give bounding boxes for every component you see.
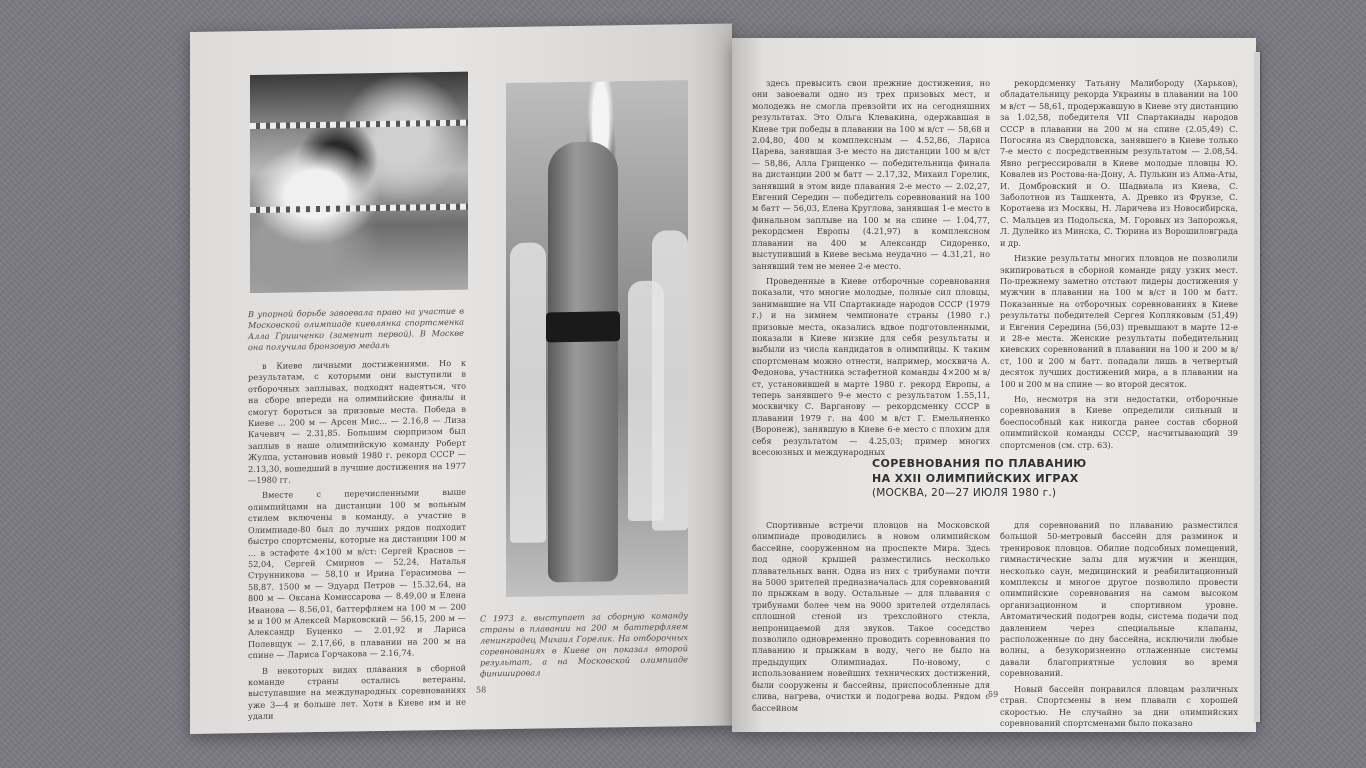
- paragraph: В некоторых видах плавания в сборной команде страны остались ветераны, выступавшие на международных соревнованиях уже 3—4 и больше лет. Хотя в Киеве им и не удали: [248, 662, 466, 722]
- page-number: 59: [988, 690, 999, 699]
- paragraph: Но, несмотря на эти недостатки, отборочные соревнования в Киеве определили сильный и боеспособный как никогда ранее состав сборной олимпийской команды СССР, насчитывающий 39 спортсменов (см. стр. 63).: [1000, 393, 1238, 450]
- paragraph: рекордсменку Татьяну Малибороду (Харьков), обладательницу рекорда Украины в плавании на 100 м в/ст — 58,61, продержавшую в Киеве эту дистанцию за 1.02,58, победителя VII Спартакиады народов СССР в плавании на 200 м на спине (2.05,49) С. Погосяна из Свердловска, занявшего в Киеве только 7-е место с посредственным результатом — 2.08,54. Явно регрессировали в Киеве молодые пловцы Ю. Ковалев из Ростова-на-Дону, А. Пулькин из Алма-Аты, И. Домбровский и О. Шадвиала из Киева, С. Заболотнов из Ташкента, А. Древко из Фрунзе, С. Коротаева из Москвы, Н. Ларичева из Новосибирска, С. Мальцев из Подольска, М. Горовых из Запорожья, Л. Дулейко из Минска, С. Тюрина из Ворошиловграда и др.: [1000, 78, 1238, 248]
- heading-line: НА XXII ОЛИМПИЙСКИХ ИГРАХ: [872, 472, 1079, 485]
- photo-caption-top: В упорной борьбе завоевала право на участие в Московской олимпиаде киевлянка спортсменка Алла Гришченко (заменит первой). В Москве она получила бронзовую медаль: [248, 305, 464, 353]
- right-text-column-1: [752, 78, 990, 458]
- paragraph: для соревнований по плаванию разместился большой 50-метровый бассейн для разминок и тренировок пловцов. Обилие подсобных помещений, гимнастические залы для мужчин и женщин, несколько саун, медицинский и реабилитационный комплексы и многое другое позволило провести олимпийские соревнования на самом высоком организационном и спортивном уровне. Автоматический подогрев воды, система подачи под давлением через специальные клапаны, расположенные по дну бассейна, исключили любые волны, а безукоризненно отлаженные системы давали благоприятные условия во время соревнований.: [1000, 520, 1238, 679]
- heading-line: СОРЕВНОВАНИЯ ПО ПЛАВАНИЮ: [872, 457, 1087, 470]
- swimmer-figure: [548, 141, 618, 582]
- background-figure: [510, 242, 546, 543]
- right-text-column-3: [752, 520, 990, 713]
- photo-caption-bottom: С 1973 г. выступает за сборную команду страны в плавании на 200 м баттерфляем ленинградец Михаил Горелик. На отборочных соревнованиях в Киеве он показал второй результат, а на Московской олимпиаде финишировал: [480, 610, 688, 679]
- paragraph: Новый бассейн понравился пловцам различных стран. Спортсмены в нем плавали с хорошей скоростью. Не случайно за дни олимпийских соревнований спортсменами было показано: [1000, 683, 1238, 728]
- paragraph: в Киеве личными достижениями. Но к результатам, с которыми они выступили в отборочных заплывах, подходят надеяться, что на сборе впереди на олимпийские финалы и смогут бороться за призовые места. Победа в Киеве ... 200 м — Арсен Мис... — 2.16,8 — Лиза Качевич — 2.31,85. Большим сюрпризом был заплыв в наше олимпийскую команду Роберт Жулпа, установив новый 1980 г. рекорд СССР — 2.13,30, вошедший в лучшие достижения на 1977—1980 гг.: [248, 357, 466, 486]
- page-number: 58: [476, 685, 487, 695]
- paragraph: Проведенные в Киеве отборочные соревнования показали, что многие молодые, полные сил пловцы, занимавшие на VII Спартакиаде народов СССР (1979 г.) и на зимнем чемпионате страны (1980 г.) призовые места, оказались вдвое подготовленными, показали в Киеве низкие для себя результаты и выбыли из числа кандидатов в олимпийцы. К таким спортсменам можно отнести, например, москвича А. Федонова, участника эстафетной команды 4×200 м в/ст, установившей в марте 1980 г. рекорд Европы, а теперь занявшего 9-е место с результатом 1.55,11, москвичку С. Варганову — рекордсменку СССР в плавании 1979 г. на 400 м в/ст Г. Емельяненко (Воронеж), занявшую в Киеве 6-е место с плохим для себя результатом — 4.25,03; пример многих всесоюзных и международных: [752, 275, 990, 457]
- left-text-column: [248, 357, 466, 722]
- section-heading: [872, 456, 1122, 501]
- left-page: [190, 23, 732, 734]
- paragraph: Низкие результаты многих пловцов не позволили экипироваться в сборной команде ряду узких мест. По-прежнему заметно отстают лидеры достижения у мужчин в плавании на 100 м в/ст и 100 м батт. Показанные на отборочных соревнованиях в Киеве результаты победителей Сергея Копляковым (51,49) и Евгения Середина (56,03) превышают в марте 12-е и 28-е места. Женские результаты победительниц киевских соревнований в плавании на 100 и 200 м в/ст, 100 и 200 м батт. попадали лишь в четвертый десяток лучших достижений мира, а в плавании на 100 и 200 м на спине — во второй десяток.: [1000, 253, 1238, 389]
- lane-rope: [250, 120, 468, 129]
- paragraph: здесь превысить свои прежние достижения, но они завоевали одно из трех призовых мест, и молодежь не смогла превзойти их на сегодняшних результатах. Это Ольга Клевакина, одержавшая в Киеве три победы в плавании на 100 м в/ст — 58,68 и 2.04,80, 400 м комплексным — 4.52,86, Лариса Царева, занявшая 3-е место на дистанции 100 м в/ст — 58,86, Алла Грищенко — победительница финала на дистанции 200 м батт — 2.17,32, Михаил Горелик, занявший в этом виде плавания 2-е место — 2.02,27, Евгений Середин — победитель соревнований на 100 м батт — 56,03, Елена Круглова, занявшая 1-е место в финальном заплыве на 100 м на спине — 1.04,77, рекордсмен Европы (4.21,97) в комплексном плавании на 400 м Александр Сидоренко, выступивший в Киеве весьма неудачно — 4.31,21, но занявший тем не менее 2-е место.: [752, 78, 990, 271]
- swimmer-photo: [250, 72, 468, 293]
- paragraph: Вместе с перечисленными выше олимпийцами на дистанции 100 м вольным стилем включены в команду, а участие в Олимпиаде-80 был до лучших рядов подходит быстро спортсмены, которые на дистанции 100 м ... в эстафете 4×100 м в/ст: Сергей Краснов — 52,04, Сергей Смирнов — 52,24, Наталья Струнникова — 58,10 и Ирина Герасимова — 58,87. 1500 м — Эдуард Петров — 15.32,64, на 800 м — Оксана Комиссарова — 8.49,00 и Елена Иванова — 8.56,01, баттерфляем на 100 м — 200 м и 100 м Алексей Марковский — 56,15, 200 м — Александр Буценко — 2.01,92 и Лариса Полевщук — 2.17,66, в плавании на 200 м на спине — Лариса Горчакова — 2.16,74.: [248, 487, 466, 661]
- right-text-column-4: [1000, 520, 1238, 728]
- page-stack-edge: [1254, 52, 1260, 722]
- swimmer-standing-photo: [506, 80, 688, 597]
- background-figure: [652, 230, 688, 531]
- lane-rope: [250, 204, 468, 213]
- swim-trunks: [546, 311, 620, 342]
- right-text-column-2: [1000, 78, 1238, 448]
- heading-subtitle: (МОСКВА, 20—27 ИЮЛЯ 1980 г.): [872, 487, 1057, 499]
- right-page: [732, 38, 1256, 732]
- paragraph: Спортивные встречи пловцов на Московской олимпиаде проводились в новом олимпийском бассейне, сооруженном на проспекте Мира. Здесь под одной крышей разместились несколько плавательных ванн. Одна из них с трибунами почти на 5000 зрителей предназначалась для соревнований по прыжкам в воду. Остальные — для плавания с трибунами более чем на 9000 зрителей отделялась сплошной стеной из трехслойного стекла, непроницаемой для звуков. Такое соседство позволило одновременно проводить соревнования по плаванию и прыжкам в воду, чего не было на предыдущих Олимпиадах. По-новому, с использованием новейших технических достижений, были сооружены и бассейны, приспособленные для слива, нагрева, очистки и подогрева воды. Рядом с бассейном: [752, 520, 990, 713]
